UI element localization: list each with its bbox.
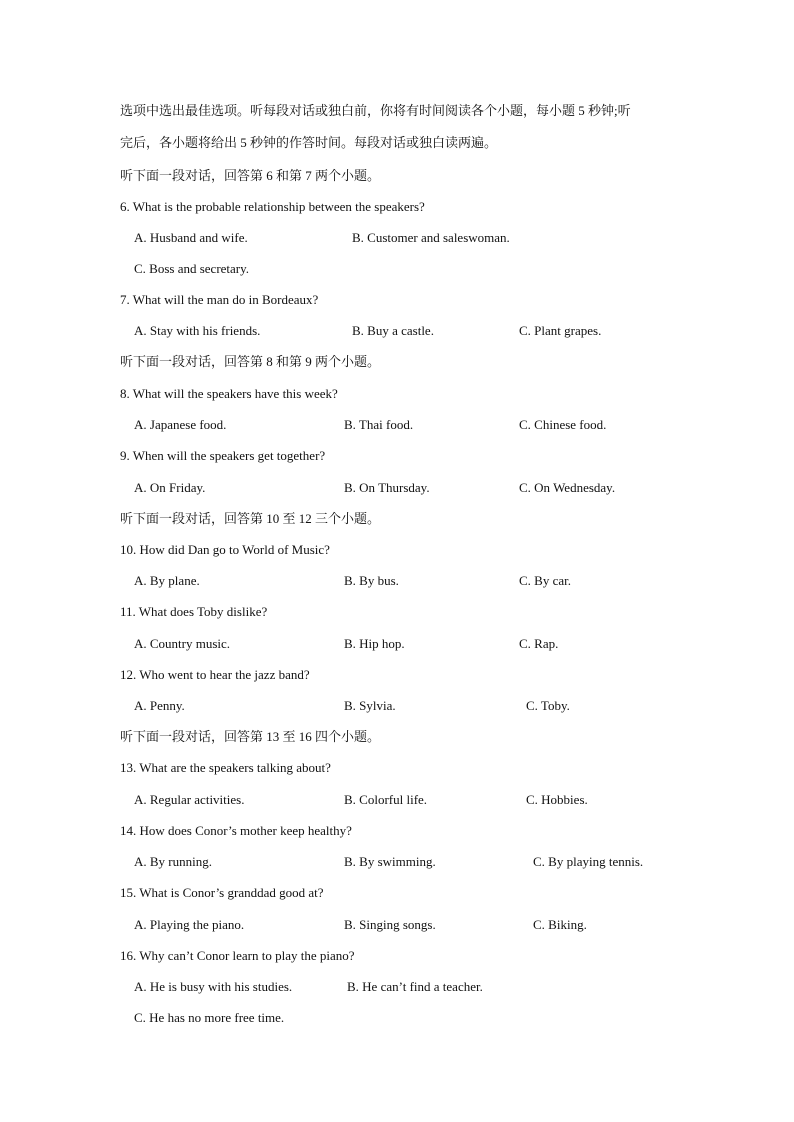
option-a: A. Penny. <box>134 698 185 713</box>
option-c: C. On Wednesday. <box>519 480 616 495</box>
question-stem: 12. Who went to hear the jazz band? <box>120 667 310 682</box>
option-b: B. Colorful life. <box>344 792 428 807</box>
option-c: C. He has no more free time. <box>134 1010 285 1025</box>
option-c: C. Boss and secretary. <box>134 261 250 276</box>
question-stem: 16. Why can’t Conor learn to play the piano? <box>120 948 355 963</box>
question-stem: 10. How did Dan go to World of Music? <box>120 542 330 557</box>
option-a: A. Regular activities. <box>134 792 245 807</box>
option-c: C. Biking. <box>533 917 587 932</box>
instruction-line-2: 完后，各小题将给出 5 秒钟的作答时间。每段对话或独白读两遍。 <box>120 135 498 150</box>
option-b: B. By bus. <box>344 573 399 588</box>
option-b: B. Thai food. <box>344 417 414 432</box>
option-c: C. By playing tennis. <box>533 854 644 869</box>
option-c: C. Rap. <box>519 636 559 651</box>
question-stem: 8. What will the speakers have this week? <box>120 386 338 401</box>
option-a: A. Stay with his friends. <box>134 323 261 338</box>
option-c: C. Plant grapes. <box>519 323 602 338</box>
section-heading: 听下面一段对话，回答第 13 至 16 四个小题。 <box>120 729 381 744</box>
question-stem: 11. What does Toby dislike? <box>120 604 268 619</box>
option-b: B. Sylvia. <box>344 698 396 713</box>
question-stem: 13. What are the speakers talking about? <box>120 760 331 775</box>
option-a: A. Japanese food. <box>134 417 227 432</box>
option-b: B. Hip hop. <box>344 636 405 651</box>
option-a: A. By plane. <box>134 573 200 588</box>
question-stem: 7. What will the man do in Bordeaux? <box>120 292 319 307</box>
option-a: A. Husband and wife. <box>134 230 248 245</box>
option-c: C. By car. <box>519 573 571 588</box>
section-heading: 听下面一段对话，回答第 6 和第 7 两个小题。 <box>120 168 381 183</box>
option-a: A. On Friday. <box>134 480 206 495</box>
option-c: C. Chinese food. <box>519 417 607 432</box>
option-c: C. Toby. <box>526 698 570 713</box>
question-stem: 15. What is Conor’s granddad good at? <box>120 885 324 900</box>
option-a: A. Country music. <box>134 636 231 651</box>
option-a: A. He is busy with his studies. <box>134 979 293 994</box>
option-b: B. On Thursday. <box>344 480 430 495</box>
question-stem: 6. What is the probable relationship between the speakers? <box>120 199 425 214</box>
option-c: C. Hobbies. <box>526 792 588 807</box>
section-heading: 听下面一段对话，回答第 10 至 12 三个小题。 <box>120 511 381 526</box>
option-b: B. By swimming. <box>344 854 436 869</box>
question-stem: 14. How does Conor’s mother keep healthy? <box>120 823 352 838</box>
option-b: B. Singing songs. <box>344 917 436 932</box>
question-stem: 9. When will the speakers get together? <box>120 448 326 463</box>
option-a: A. Playing the piano. <box>134 917 245 932</box>
section-heading: 听下面一段对话，回答第 8 和第 9 两个小题。 <box>120 354 381 369</box>
option-a: A. By running. <box>134 854 212 869</box>
option-b: B. He can’t find a teacher. <box>347 979 483 994</box>
option-b: B. Buy a castle. <box>352 323 434 338</box>
option-b: B. Customer and saleswoman. <box>352 230 510 245</box>
instruction-line-1: 选项中选出最佳选项。听每段对话或独白前，你将有时间阅读各个小题，每小题 5 秒钟;听 <box>120 103 631 118</box>
